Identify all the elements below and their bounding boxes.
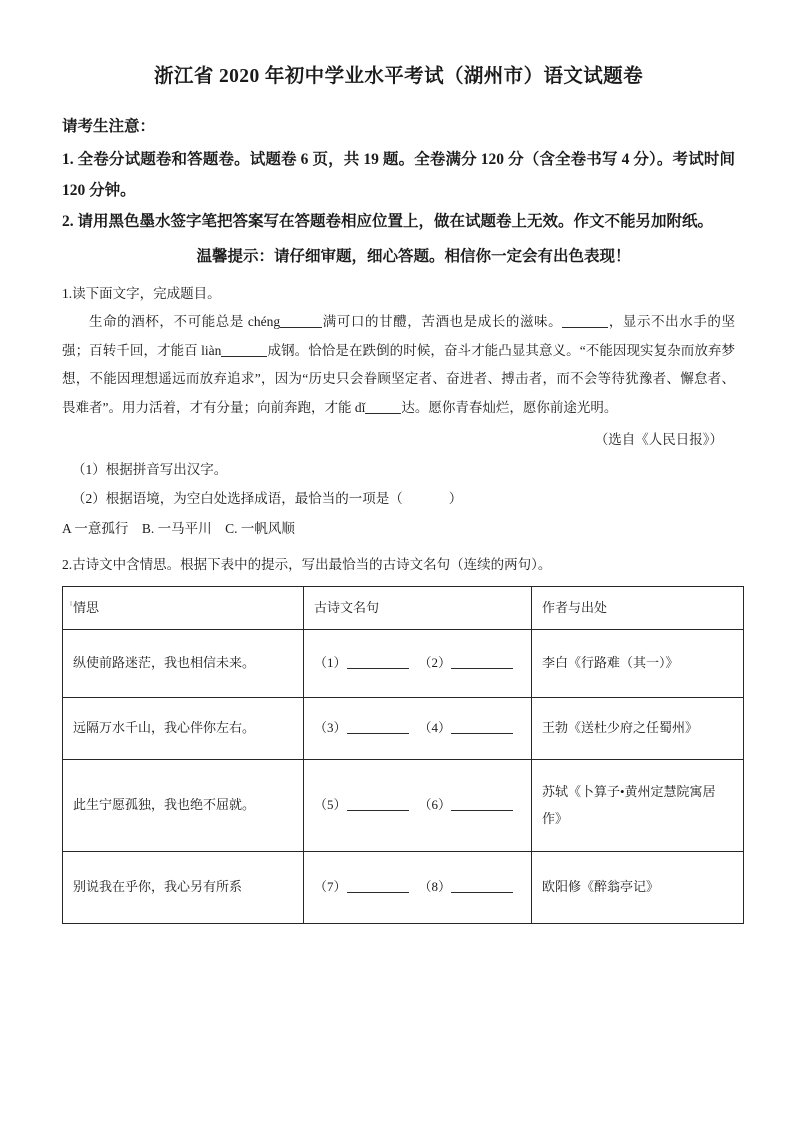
scan-artifact <box>70 601 72 606</box>
table-row <box>63 852 744 924</box>
blank-label-6: （6） <box>418 797 452 813</box>
blank-label-7: （7） <box>314 879 347 895</box>
blank-label-2: （2） <box>418 655 452 671</box>
cell-verse-blanks <box>304 760 532 852</box>
question-1-passage <box>62 308 735 422</box>
verse-blank-5[interactable] <box>347 810 409 811</box>
verse-blank-3[interactable] <box>347 733 409 734</box>
verse-blank-8[interactable] <box>451 892 513 893</box>
blank-label-8: （8） <box>418 879 452 895</box>
cell-author: 王勃《送杜少府之任蜀州》 <box>532 698 744 760</box>
blank-label-1: （1） <box>314 655 347 671</box>
question-1-sub-2-text: （2）根据语境，为空白处选择成语，最恰当的一项是（ <box>72 491 403 507</box>
cell-author: 李白《行路难（其一）》 <box>532 630 744 698</box>
passage-segment-5: 达。愿你青春灿烂，愿你前途光明。 <box>401 399 618 415</box>
pinyin-blank-di <box>365 413 401 414</box>
blank-label-4: （4） <box>418 720 452 736</box>
cell-verse-blanks <box>304 698 532 760</box>
passage-segment-1: 生命的酒杯，不可能总是 chéng <box>89 313 281 329</box>
cell-emotion: 纵使前路迷茫，我也相信未来。 <box>63 630 304 698</box>
verse-blank-4[interactable] <box>451 733 513 734</box>
blank-label-5: （5） <box>314 797 347 813</box>
cell-author: 欧阳修《醉翁亭记》 <box>532 852 744 924</box>
question-1-lead: 1.读下面文字，完成题目。 <box>62 286 221 302</box>
page-title: 浙江省 2020 年初中学业水平考试（湖州市）语文试题卷 <box>154 66 643 87</box>
pinyin-blank-cheng <box>280 327 322 328</box>
table-header-author: 作者与出处 <box>532 587 744 630</box>
question-1-sub-2-close: ） <box>448 491 463 507</box>
passage-segment-4: 成钢。恰恰是在跌倒的时候，奋斗才能凸显其意义。“不能因现实复杂而放弃梦想，不能因理想遥远而放弃追求”，因为“历史只会眷顾坚定者、奋进者、搏击者，而不会等待犹豫者、懈怠者、畏难者”。用力活着，才有分量；向前奔跑，才能 dǐ <box>62 342 735 415</box>
idiom-blank <box>562 327 608 328</box>
cell-emotion: 远隔万水千山，我心伴你左右。 <box>63 698 304 760</box>
table-header-emotion: 情思 <box>63 587 304 630</box>
warm-tip: 温馨提示：请仔细审题，细心答题。相信你一定会有出色表现！ <box>196 247 631 265</box>
cell-emotion: 此生宁愿孤独，我也绝不屈就。 <box>63 760 304 852</box>
notice-item-1: 1. 全卷分试题卷和答题卷。试题卷 6 页，共 19 题。全卷满分 120 分（含全卷书写 4 分）。考试时间 120 分钟。 <box>62 150 735 199</box>
verse-blank-1[interactable] <box>347 668 409 669</box>
passage-segment-3: ，显示不出水手的坚强；百转千回，才能百 liàn <box>62 313 736 358</box>
cell-emotion: 别说我在乎你，我心另有所系 <box>63 852 304 924</box>
cell-author: 苏轼《卜算子•黄州定慧院寓居作》 <box>532 760 744 852</box>
verse-blank-2[interactable] <box>451 668 513 669</box>
cell-verse-blanks <box>304 630 532 698</box>
table-row <box>63 760 744 852</box>
poetry-table <box>62 586 744 924</box>
table-row <box>63 698 744 760</box>
question-1-sub-2 <box>62 484 735 513</box>
verse-blank-6[interactable] <box>451 810 513 811</box>
table-header-row <box>63 587 744 630</box>
notice-item-2: 2. 请用黑色墨水签字笔把答案写在答题卷相应位置上，做在试题卷上无效。作文不能另加附纸。 <box>62 212 714 230</box>
question-2-lead: 2.古诗文中含情思。根据下表中的提示，写出最恰当的古诗文名句（连续的两句）。 <box>62 557 552 573</box>
passage-segment-2: 满可口的甘醴，苦酒也是成长的滋味。 <box>322 313 563 329</box>
pinyin-blank-lian <box>221 356 267 357</box>
blank-label-3: （3） <box>314 720 347 736</box>
passage-source: （选自《人民日报》） <box>594 432 723 448</box>
question-1-options: A 一意孤行 B. 一马平川 C. 一帆风顺 <box>62 521 295 537</box>
notice-heading: 请考生注意： <box>62 118 156 136</box>
table-row <box>63 630 744 698</box>
verse-blank-7[interactable] <box>347 892 409 893</box>
cell-verse-blanks <box>304 852 532 924</box>
table-header-verse: 古诗文名句 <box>304 587 532 630</box>
question-1-sub-1: （1）根据拼音写出汉字。 <box>72 462 228 478</box>
